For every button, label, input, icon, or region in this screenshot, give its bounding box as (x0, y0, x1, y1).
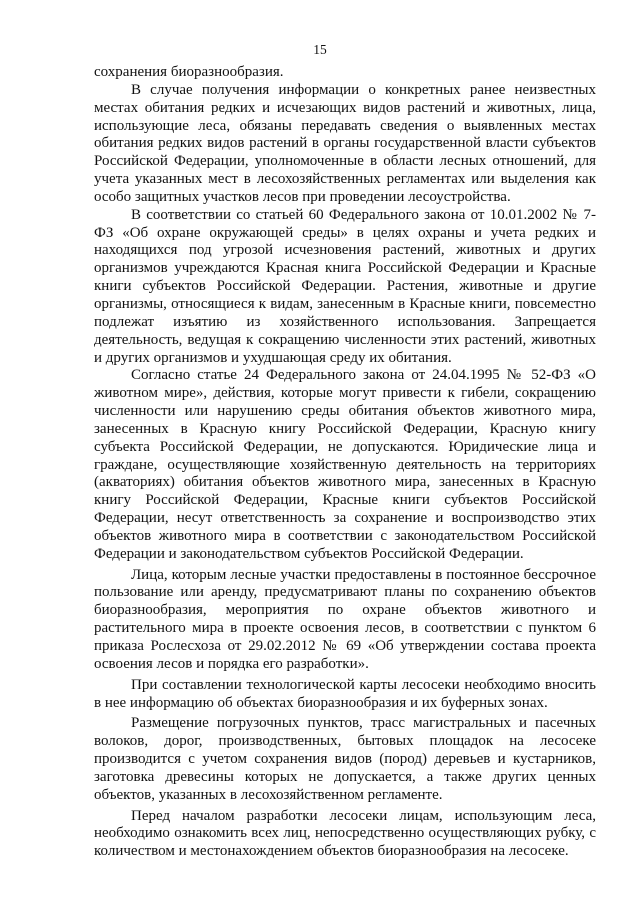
paragraph-forest-users-plans: Лица, которым лесные участки предоставлены в постоянное бессрочное пользование или аренду, предусматривают планы по сохранению объектов биоразнообразия, мероприятия по охране объектов животного и растительного мира в проекте освоения лесов, в соответствии с пунктом 6 приказа Рослесхоза от 29.02.2012 № 69 «Об утверждении состава проекта освоения лесов и порядка его разработки». (94, 566, 596, 672)
page-number: 15 (313, 42, 327, 57)
paragraph-article-60: В соответствии со статьей 60 Федерального закона от 10.01.2002 № 7-ФЗ «Об охране окружающей среды» в целях охраны и учета редких и находящихся под угрозой исчезновения растений, животных и других организмов учреждаются Красная книга Российской Федерации и Красные книги субъектов Российской Федерации. Растения, животные и другие организмы, относящиеся к видам, занесенным в Красные книги, повсеместно подлежат изъятию из хозяйственного использования. Запрещается деятельность, ведущая к сокращению численности этих растений, животных и других организмов и ухудшающая среду их обитания. (94, 206, 596, 366)
paragraph-before-logging: Перед началом разработки лесосеки лицам, использующим леса, необходимо ознакомить всех лиц, непосредственно осуществляющих рубку, с количеством и местонахождением объектов биоразнообразия на лесосеке. (94, 807, 596, 860)
paragraph-placement-of-points: Размещение погрузочных пунктов, трасс магистральных и пасечных волоков, дорог, производственных, бытовых площадок на лесосеке производится с учетом сохранения видов (пород) деревьев и кустарников, заготовка древесины которых не допускается, а также других ценных объектов, указанных в лесохозяйственном регламенте. (94, 715, 596, 803)
paragraph-rare-species-info: В случае получения информации о конкретных ранее неизвестных местах обитания редких и исчезающих видов растений и животных, лица, использующие леса, обязаны передавать сведения о выявленных местах обитания редких видов растений в органы государственной власти субъектов Российской Федерации, уполномоченные в области лесных отношений, для учета указанных мест в лесохозяйственных регламентах или выделения как особо защитных участков лесов при проведении лесоустройства. (94, 81, 596, 205)
paragraph-technological-map: При составлении технологической карты лесосеки необходимо вносить в нее информацию об объектах биоразнообразия и их буферных зонах. (94, 676, 596, 711)
paragraph-article-24: Согласно статье 24 Федерального закона от 24.04.1995 № 52-ФЗ «О животном мире», действия, которые могут привести к гибели, сокращению численности или нарушению среды обитания объектов животного мира, занесенных в Красную книгу Российской Федерации, Красную книгу субъекта Российской Федерации, не допускаются. Юридические лица и граждане, осуществляющие хозяйственную деятельность на территориях (акваториях) обитания объектов животного мира, занесенных в Красную книгу Российской Федерации, Красные книги субъектов Российской Федерации, несут ответственность за сохранение и воспроизводство этих объектов животного мира в соответствии с законодательством Российской Федерации и законодательством субъектов Российской Федерации. (94, 367, 596, 562)
paragraph-continuation: сохранения биоразнообразия. (94, 64, 284, 80)
document-body (94, 64, 596, 861)
